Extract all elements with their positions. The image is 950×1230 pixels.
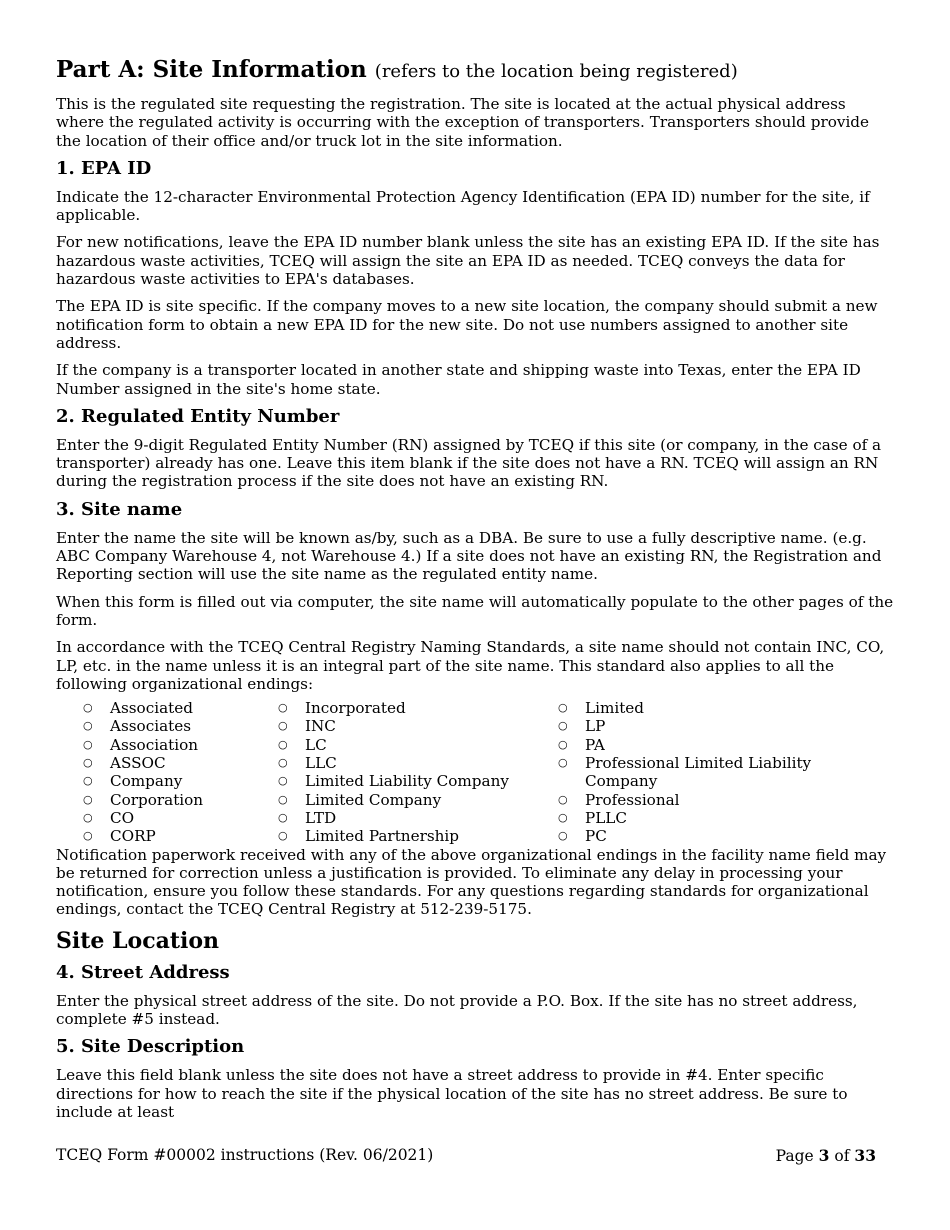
bullet-icon: ○ xyxy=(278,792,288,806)
section-epa-id-p2: For new notifications, leave the EPA ID number blank unless the site has an existing EPA ID. If the site has hazardous waste activities, TCEQ will assign the site an EPA ID as needed. TCEQ conveys the data for hazardous waste activities to EPA's databases. xyxy=(56,233,880,289)
bullet-icon: ○ xyxy=(83,774,93,788)
bullet-icon: ○ xyxy=(558,829,568,843)
bullet-icon: ○ xyxy=(278,701,288,715)
list-item: ○ ASSOC xyxy=(83,754,166,773)
current-page: 3 xyxy=(818,1146,830,1165)
section-site-name-p3: In accordance with the TCEQ Central Registry Naming Standards, a site name should not contain INC, CO, LP, etc. in the name unless it is an integral part of the site name. This standard also applies to all the following organizational endings: xyxy=(56,638,885,693)
list-item: ○ Limited Liability Company xyxy=(278,772,509,791)
organizational-endings-list xyxy=(56,699,894,845)
section-site-description-p1: Leave this field blank unless the site does not have a street address to provide in #4. Enter specific directions for how to reach the site if the physical location of the site has no street address. Be sure to include at least xyxy=(56,1066,848,1121)
part-subtitle: (refers to the location being registered) xyxy=(374,61,738,82)
list-item: ○ CO xyxy=(83,808,135,827)
bullet-icon: ○ xyxy=(83,829,93,843)
list-item: ○ PA xyxy=(558,735,605,754)
bullet-icon: ○ xyxy=(558,701,568,715)
part-heading xyxy=(56,56,894,86)
list-item: ○ Company xyxy=(83,772,183,791)
list-item: ○ Association xyxy=(83,735,199,754)
document-page xyxy=(56,56,894,1121)
section-rn-heading: 2. Regulated Entity Number xyxy=(56,405,340,427)
section-street-address-p1: Enter the physical street address of the site. Do not provide a P.O. Box. If the site has no street address, complete #5 instead. xyxy=(56,991,858,1028)
list-item: ○ INC xyxy=(278,717,336,736)
list-item: ○ Associates xyxy=(83,717,192,736)
section-epa-id-p1: Indicate the 12-character Environmental Protection Agency Identification (EPA ID) number for the site, if applicable. xyxy=(56,187,870,225)
section-site-name-p4: Notification paperwork received with any of the above organizational endings in the facility name field may be returned for correction unless a justification is provided. To eliminate any delay in processing your notification, ensure you follow these standards. For any questions regarding standards for organizational endings, contact the TCEQ Central Registry at 512-239-5175. xyxy=(56,845,887,919)
section-rn-p1: Enter the 9-digit Regulated Entity Number (RN) assigned by TCEQ if this site (or company, in the case of a transporter) already has one. Leave this item blank if the site does not have a RN. TCEQ will assign an RN during the registration process if the site does not have an existing RN. xyxy=(56,435,882,491)
endings-column-3 xyxy=(558,699,888,845)
bullet-icon: ○ xyxy=(83,810,93,824)
list-item: ○ Limited xyxy=(558,699,645,718)
list-item: ○ PLLC xyxy=(558,808,628,827)
bullet-icon: ○ xyxy=(278,737,288,751)
list-item: ○ LC xyxy=(278,735,327,754)
endings-column-1 xyxy=(56,699,278,845)
list-item: ○ Corporation xyxy=(83,790,204,809)
section-site-name-p2: When this form is filled out via computer, the site name will automatically populate to the other pages of the form. xyxy=(56,592,894,629)
bullet-icon: ○ xyxy=(558,756,568,770)
bullet-icon: ○ xyxy=(558,792,568,806)
list-item: ○ Incorporated xyxy=(278,699,406,718)
bullet-icon: ○ xyxy=(558,719,568,733)
bullet-icon: ○ xyxy=(278,774,288,788)
list-item: ○ Professional Limited Liability Company xyxy=(558,754,812,791)
section-epa-id-heading: 1. EPA ID xyxy=(56,157,152,179)
list-item: ○ LTD xyxy=(278,808,337,827)
bullet-icon: ○ xyxy=(83,701,93,715)
list-item: ○ Limited Company xyxy=(278,790,442,809)
bullet-icon: ○ xyxy=(83,792,93,806)
bullet-icon: ○ xyxy=(278,719,288,733)
bullet-icon: ○ xyxy=(83,737,93,751)
section-street-address-heading: 4. Street Address xyxy=(56,961,230,983)
bullet-icon: ○ xyxy=(278,810,288,824)
list-item: ○ Professional xyxy=(558,790,680,809)
bullet-icon: ○ xyxy=(278,756,288,770)
site-location-heading: Site Location xyxy=(56,927,220,954)
bullet-icon: ○ xyxy=(83,756,93,770)
list-item: ○ Associated xyxy=(83,699,193,718)
page-footer xyxy=(56,1146,876,1165)
list-item: ○ PC xyxy=(558,827,607,846)
bullet-icon: ○ xyxy=(278,829,288,843)
footer-form-label: TCEQ Form #00002 instructions (Rev. 06/2021) xyxy=(56,1146,434,1164)
section-epa-id-p4: If the company is a transporter located in another state and shipping waste into Texas, enter the EPA ID Number assigned in the site's home state. xyxy=(56,361,861,398)
section-epa-id-p3: The EPA ID is site specific. If the company moves to a new site location, the company should submit a new notification form to obtain a new EPA ID for the new site. Do not use numbers assigned to another site address. xyxy=(56,297,878,352)
bullet-icon: ○ xyxy=(558,737,568,751)
section-site-name-heading: 3. Site name xyxy=(56,498,183,520)
bullet-icon: ○ xyxy=(83,719,93,733)
intro-paragraph: This is the regulated site requesting the registration. The site is located at the actual physical address where the regulated activity is occurring with the exception of transporters. Transporters should provide the location of their office and/or truck lot in the site information. xyxy=(56,95,870,150)
section-site-name-p1: Enter the name the site will be known as/by, such as a DBA. Be sure to use a fully descriptive name. (e.g. ABC Company Warehouse 4, not Warehouse 4.) If a site does not have an existing RN, the Registration and Reporting section will use the site name as the regulated entity name. xyxy=(56,528,882,584)
list-item: ○ Limited Partnership xyxy=(278,827,459,846)
section-site-description-heading: 5. Site Description xyxy=(56,1036,245,1058)
bullet-icon: ○ xyxy=(558,810,568,824)
footer-page-number: Page 3 of 33 xyxy=(775,1146,876,1165)
endings-column-2 xyxy=(278,699,558,845)
list-item: ○ LLC xyxy=(278,754,337,773)
list-item: ○ LP xyxy=(558,717,606,736)
list-item: ○ CORP xyxy=(83,827,156,846)
total-pages: 33 xyxy=(854,1146,876,1165)
part-title: Part A: Site Information xyxy=(56,56,367,83)
